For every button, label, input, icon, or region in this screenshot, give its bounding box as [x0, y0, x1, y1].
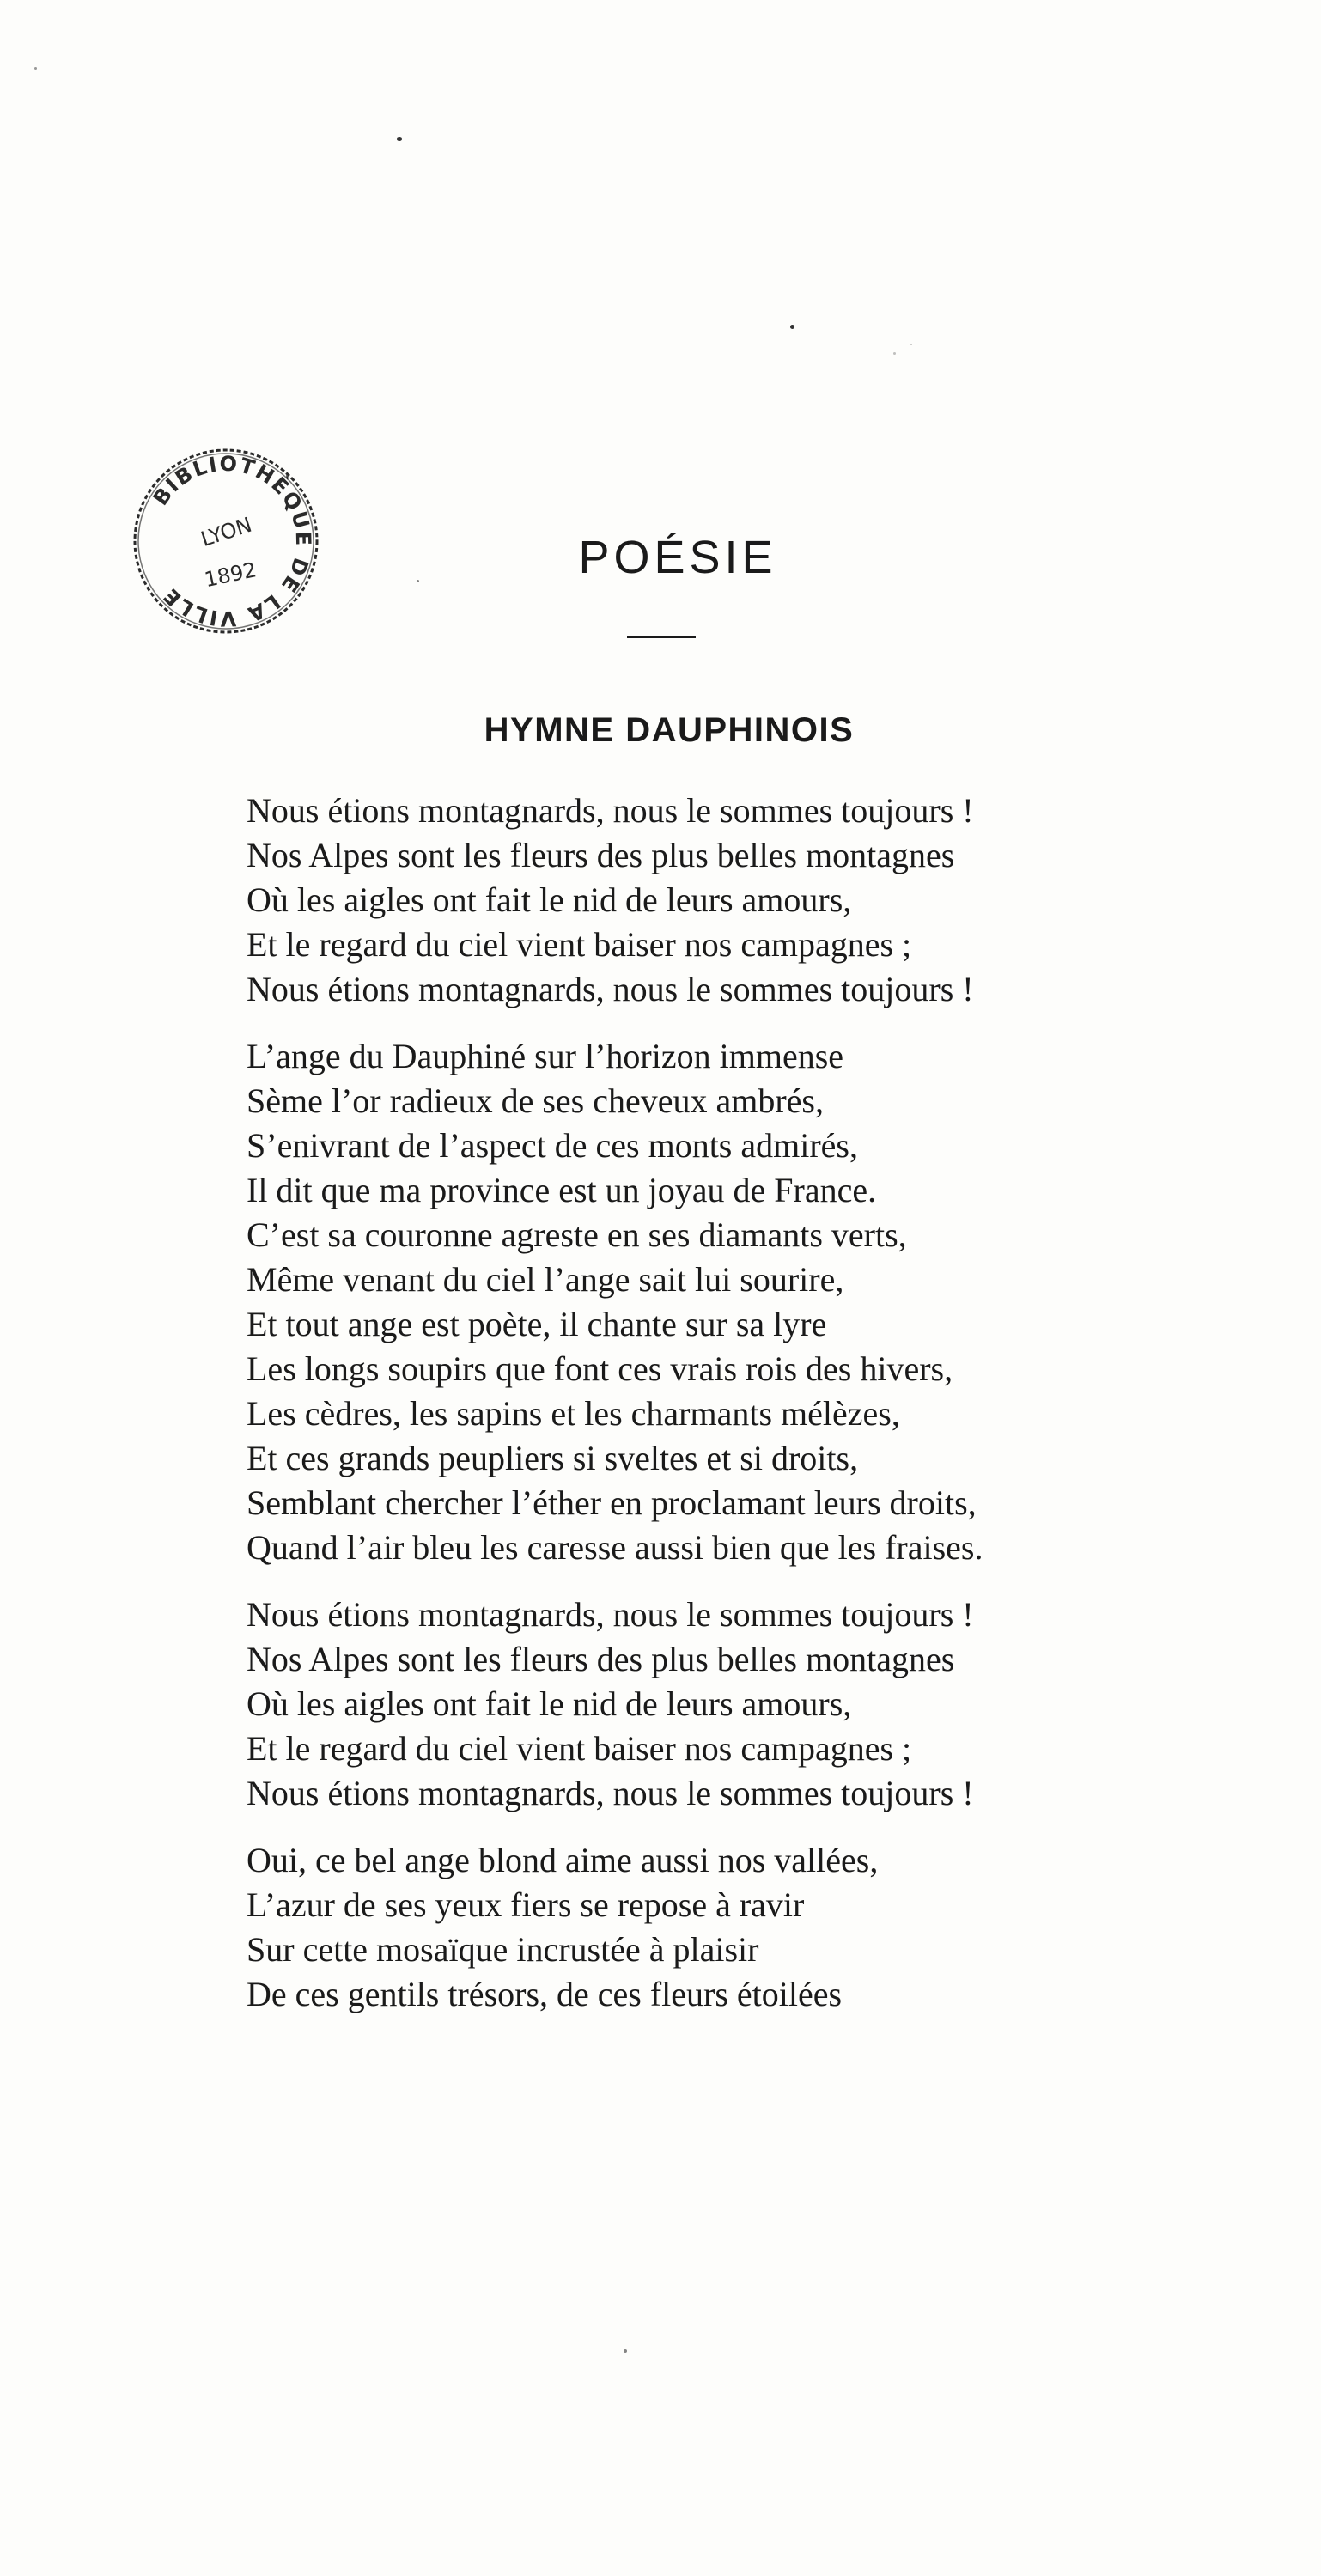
poem-line: Et le regard du ciel vient baiser nos campagnes ;: [247, 1729, 912, 1768]
title-divider: [627, 636, 696, 638]
page-speck: [790, 325, 794, 329]
poem-line: Et le regard du ciel vient baiser nos campagnes ;: [247, 925, 912, 964]
page-speck: [893, 352, 896, 355]
page-speck: [910, 344, 912, 345]
poem-line: Nos Alpes sont les fleurs des plus belles montagnes: [247, 1640, 955, 1678]
poem-line: Semblant chercher l’éther en proclamant leurs droits,: [247, 1483, 977, 1522]
poem-line: Les cèdres, les sapins et les charmants mélèzes,: [247, 1394, 900, 1433]
poem-body: [247, 789, 1140, 2039]
poem-line: Nous étions montagnards, nous le sommes toujours !: [247, 1595, 974, 1634]
poem-line: Quand l’air bleu les caresse aussi bien que les fraises.: [247, 1528, 983, 1567]
poem-line: Même venant du ciel l’ange sait lui sourire,: [247, 1260, 844, 1299]
page-speck: [624, 2349, 627, 2353]
poem-line: Où les aigles ont fait le nid de leurs amours,: [247, 880, 852, 919]
poem-line: Et tout ange est poète, il chante sur sa lyre: [247, 1305, 827, 1343]
poem-line: Sème l’or radieux de ses cheveux ambrés,: [247, 1081, 824, 1120]
page-speck: [397, 137, 402, 141]
poem-line: Les longs soupirs que font ces vrais rois des hivers,: [247, 1349, 953, 1388]
poem-line: Il dit que ma province est un joyau de France.: [247, 1171, 877, 1209]
poem-line: S’enivrant de l’aspect de ces monts admirés,: [247, 1126, 858, 1165]
stanza: [247, 789, 1140, 1012]
stamp-city: LYON: [198, 512, 255, 552]
poem-title: HYMNE DAUPHINOIS: [484, 711, 855, 749]
stanza: [247, 1592, 1140, 1816]
stamp-text: BIBLIOTHÈQUE DE LA VILLE: [148, 451, 316, 631]
poem-line: Nous étions montagnards, nous le sommes toujours !: [247, 1774, 974, 1812]
stanza: [247, 1034, 1140, 1570]
poem-line: Où les aigles ont fait le nid de leurs amours,: [247, 1684, 852, 1723]
poem-line: Nous étions montagnards, nous le sommes toujours !: [247, 970, 974, 1008]
stanza: [247, 1838, 1140, 2017]
poem-line: L’azur de ses yeux fiers se repose à ravir: [247, 1885, 805, 1924]
poem-line: L’ange du Dauphiné sur l’horizon immense: [247, 1037, 844, 1075]
poem-line: C’est sa couronne agreste en ses diamants verts,: [247, 1215, 907, 1254]
poem-line: Oui, ce bel ange blond aime aussi nos vallées,: [247, 1841, 879, 1879]
poem-line: Et ces grands peupliers si sveltes et si droits,: [247, 1439, 859, 1477]
poem-line: De ces gentils trésors, de ces fleurs étoilées: [247, 1975, 843, 2013]
page-speck: [34, 67, 37, 70]
poem-line: Nous étions montagnards, nous le sommes toujours !: [247, 791, 974, 830]
section-title: POÉSIE: [578, 532, 777, 583]
poem-line: Nos Alpes sont les fleurs des plus belles montagnes: [247, 836, 955, 874]
stamp-year: 1892: [202, 557, 259, 593]
poem-line: Sur cette mosaïque incrustée à plaisir: [247, 1930, 759, 1969]
